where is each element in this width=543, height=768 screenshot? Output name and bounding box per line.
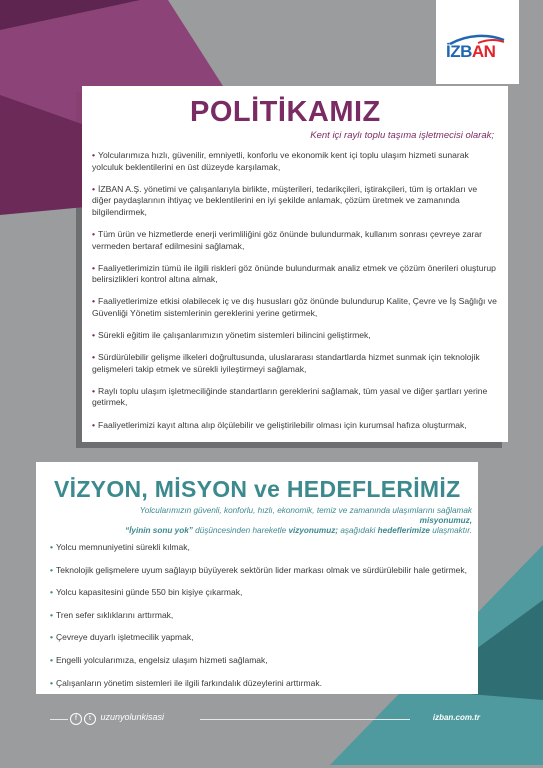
- twitter-icon[interactable]: t: [84, 713, 96, 725]
- list-item: • Sürdürülebilir gelişme ilkeleri doğrultusunda, uluslararası standartlarda hizmet sunmak için teknolojik gelişmeleri takip etmek ve sürekli iyileştirmeyi sağlamak,: [92, 352, 480, 374]
- list-item: • Faaliyetlerimizi kayıt altına alıp ölçülebilir ve geliştirilebilir olması için kurumsal hafıza oluşturmak,: [92, 419, 467, 430]
- list-item: • Çalışanların yönetim sistemleri ile ilgili farkındalık düzeylerini arttırmak.: [50, 677, 322, 688]
- list-item: • Faaliyetlerimize etkisi olabilecek iç ve dış hususları göz önünde bulundurup Kalite, Çevre ve İş Sağlığı ve Güvenliği Yönetim sistemlerinin gereklerini yerine getirmek,: [92, 296, 497, 318]
- social-links[interactable]: [70, 712, 164, 725]
- vizyon-list: [50, 542, 470, 700]
- website-link[interactable]: izban.com.tr: [432, 713, 480, 722]
- politika-title: POLİTİKAMIZ: [190, 96, 381, 128]
- list-item: • Tüm ürün ve hizmetlerde enerji verimliliğini göz önünde bulundurmak, kullanım sonrası çevreye zarar vermeden bertaraf edilmesini sağlamak,: [92, 228, 483, 251]
- politika-list: [92, 150, 497, 442]
- list-item: • Engelli yolcularımıza, engelsiz ulaşım hizmeti sağlamak,: [50, 654, 268, 665]
- list-item: • Sürekli eğitim ile çalışanlarımızın yönetim sistemleri bilincini geliştirmek,: [92, 330, 371, 341]
- list-item: • Yolcu kapasitesini günde 550 bin kişiye çıkarmak,: [50, 587, 243, 598]
- list-item: • Tren sefer sıklıklarını arttırmak,: [50, 609, 174, 620]
- social-handle: uzunyolunkisasi: [100, 712, 165, 722]
- list-item: • Faaliyetlerimizin tümü ile ilgili riskleri göz önünde bulundurmak analiz etmek ve çözüm önerileri oluşturup belirsizlikleri kontrol altına almak,: [92, 262, 496, 285]
- politika-subtitle: Kent içi raylı toplu taşıma işletmecisi olarak;: [310, 130, 494, 141]
- facebook-icon[interactable]: f: [70, 713, 82, 725]
- vizyon-description: Yolcularımızın güvenli, konforlu, hızlı, ekonomik, temiz ve zamanında ulaşımlarını sağlamak misyonumuz, “İyinin sonu yok” düşüncesinden hareketle vizyonumuz; aşağıdaki hedeflerimize ulaşmaktır.: [125, 506, 472, 535]
- list-item: • Yolcularımıza hızlı, güvenilir, emniyetli, konforlu ve ekonomik kent içi toplu ulaşım hizmeti sunarak yolculuk beklentilerini en üst düzeyde karşılamak,: [92, 150, 469, 172]
- logo-text-izb: İZB: [446, 42, 472, 61]
- list-item: • Çevreye duyarlı işletmecilik yapmak,: [50, 632, 194, 643]
- footer: [50, 712, 490, 728]
- izban-logo: [436, 0, 519, 84]
- list-item: • Teknolojik gelişmelere uyum sağlayıp büyüyerek sektörün lider markası olmak ve sürdürülebilir hale getirmek,: [50, 564, 467, 575]
- vizyon-card: [36, 462, 478, 694]
- logo-text-an: AN: [471, 42, 496, 61]
- list-item: • İZBAN A.Ş. yönetimi ve çalışanlarıyla birlikte, müşterileri, tedarikçileri, iştirakçileri, tüm iş ortakları ve diğer paydaşlarının ihtiyaç ve beklentilerini en iyi şekilde anlamak, çözüm üretmek ve zamanında bilgilendirmek,: [92, 183, 478, 217]
- list-item: • Yolcu memnuniyetini sürekli kılmak,: [50, 542, 190, 552]
- vizyon-title: VİZYON, MİSYON ve HEDEFLERİMİZ: [54, 476, 461, 502]
- list-item: • Raylı toplu ulaşım işletmeciliğinde standartların gereklerini sağlamak, tüm yasal ve diğer şartları yerine getirmek,: [92, 385, 488, 408]
- politika-card: [82, 86, 508, 442]
